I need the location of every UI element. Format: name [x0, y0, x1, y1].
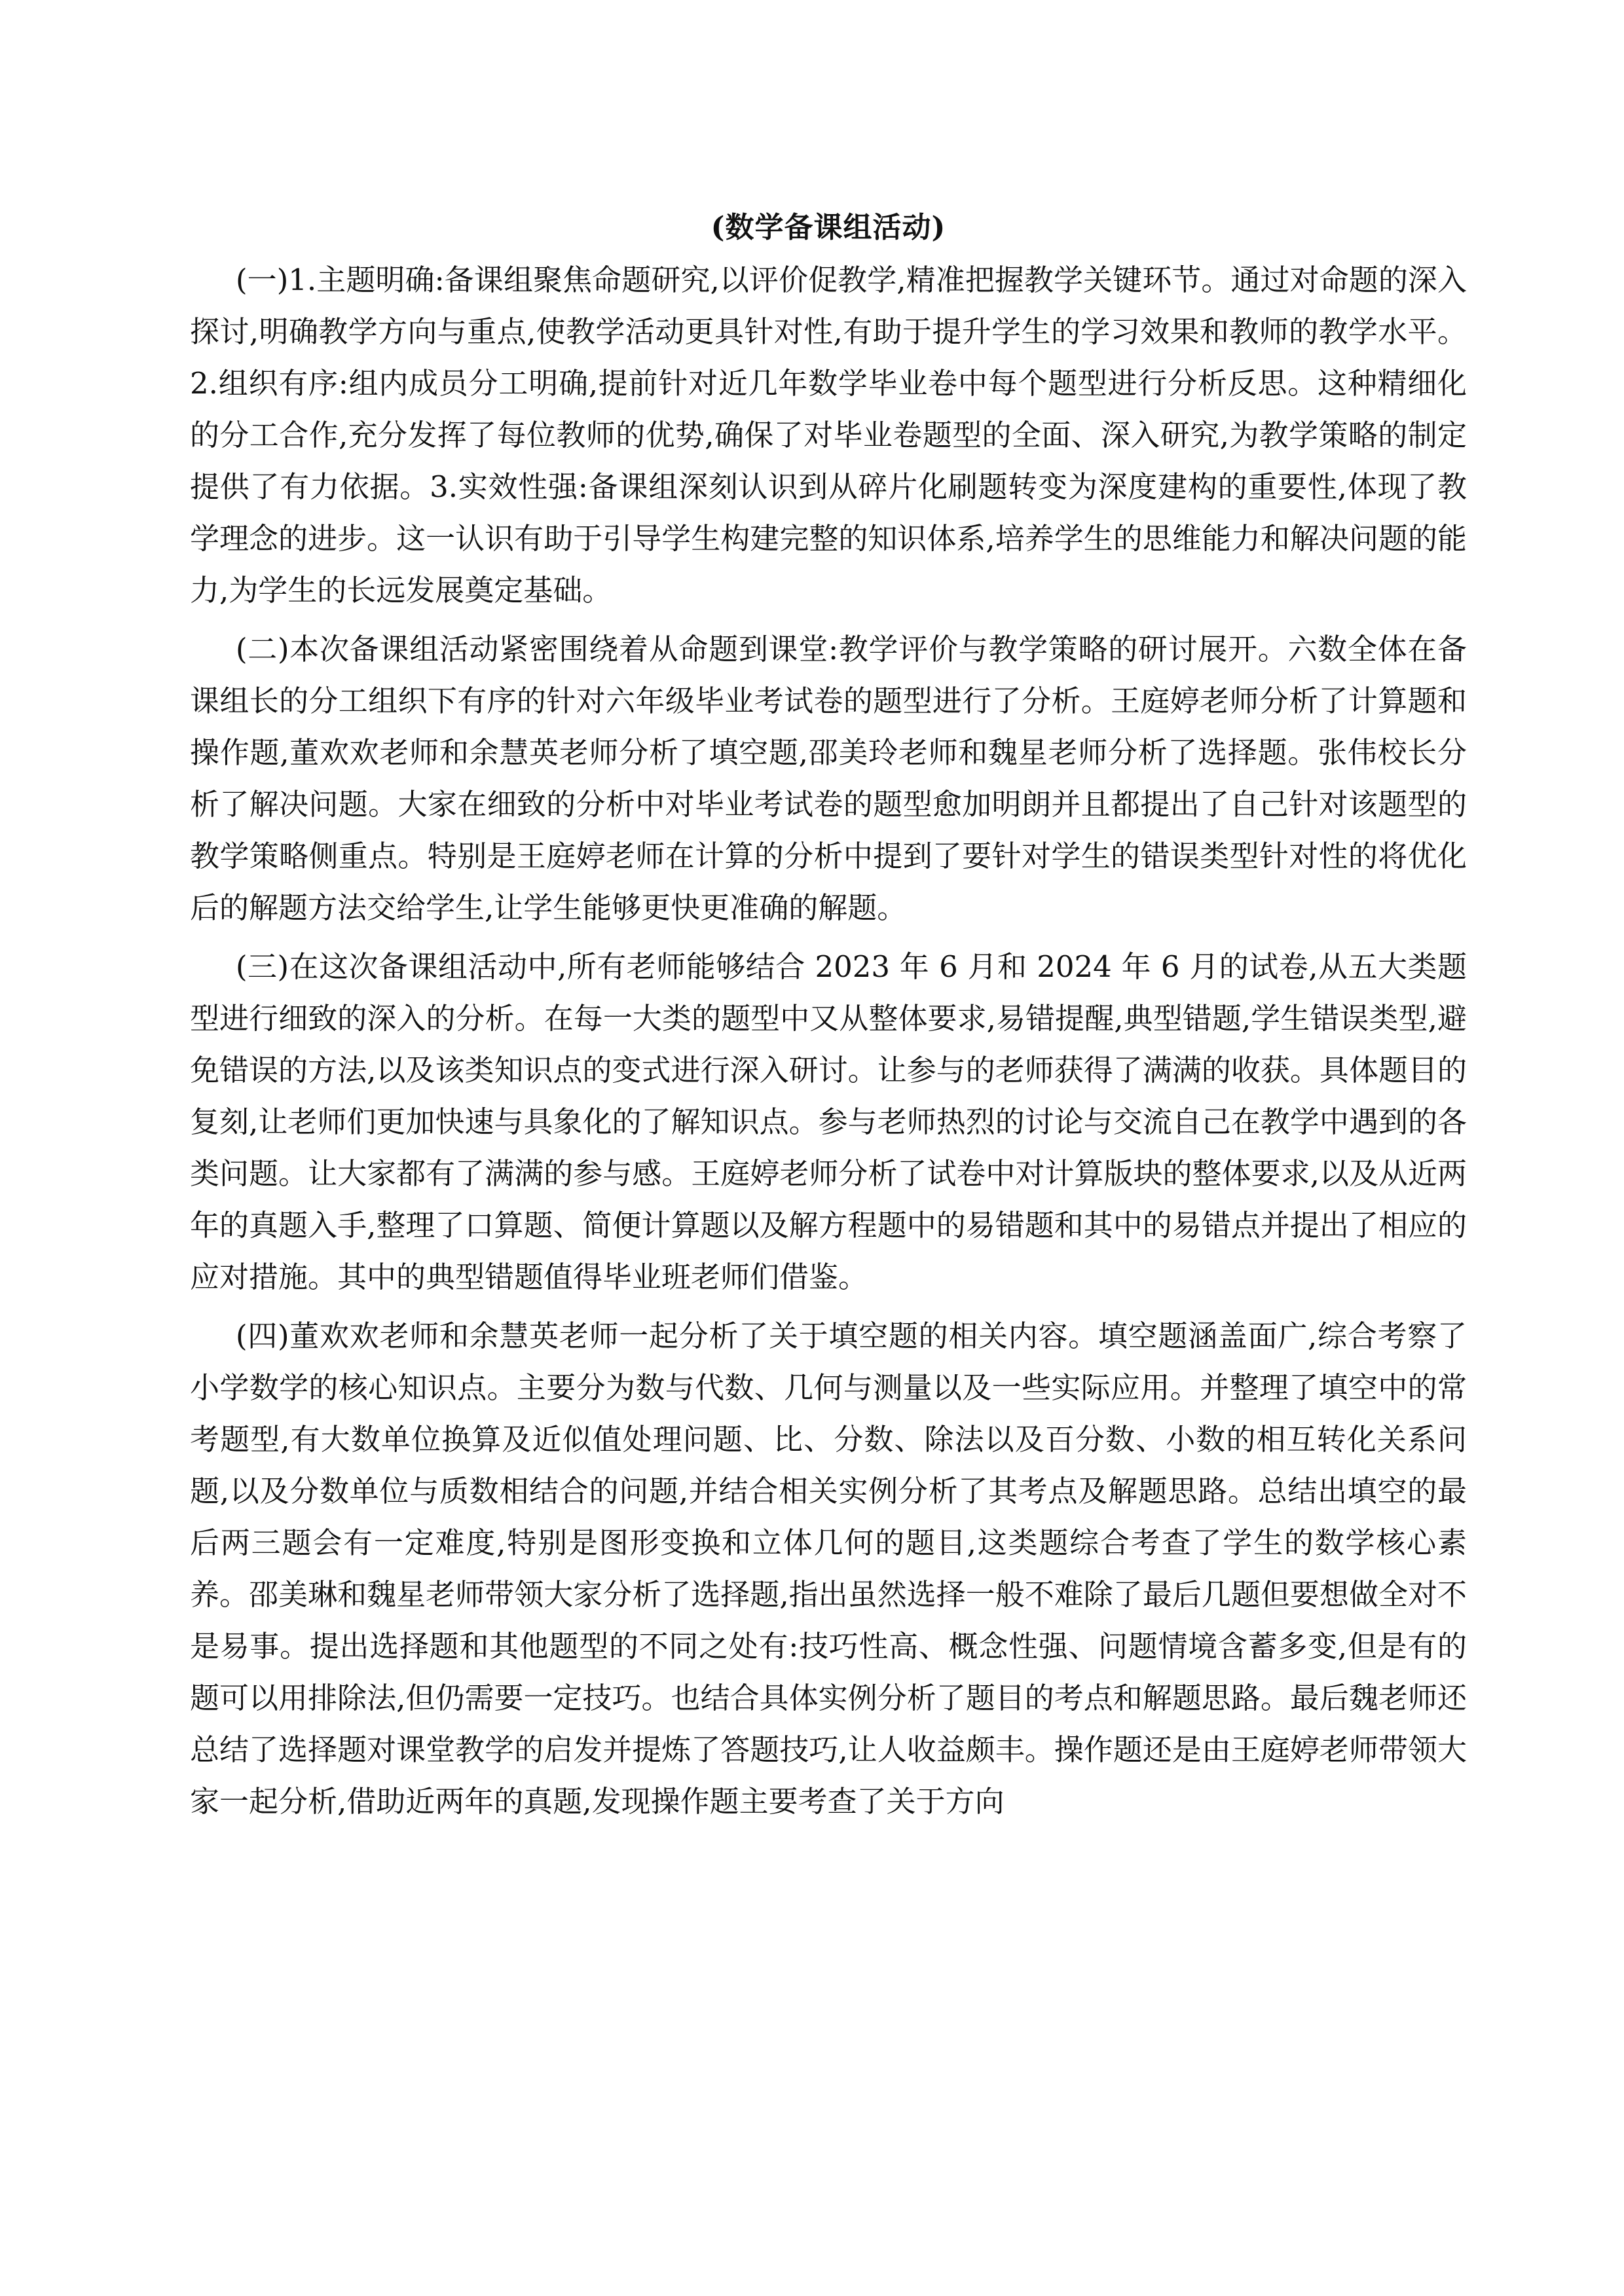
paragraph-2: (二)本次备课组活动紧密围绕着从命题到课堂:教学评价与教学策略的研讨展开。六数全体在备课组长的分工组织下有序的针对六年级毕业考试卷的题型进行了分析。王庭婷老师分析了计算题和操作题,董欢欢老师和余慧英老师分析了填空题,邵美玲老师和魏星老师分析了选择题。张伟校长分析了解决问题。大家在细致的分析中对毕业考试卷的题型愈加明朗并且都提出了自己针对该题型的教学策略侧重点。特别是王庭婷老师在计算的分析中提到了要针对学生的错误类型针对性的将优化后的解题方法交给学生,让学生能够更快更准确的解题。 — [190, 632, 1467, 925]
document-page — [190, 208, 1467, 1834]
document-title: (数学备课组活动) — [710, 211, 946, 244]
paragraph-1: (一)1.主题明确:备课组聚焦命题研究,以评价促教学,精准把握教学关键环节。通过对命题的深入探讨,明确教学方向与重点,使教学活动更具针对性,有助于提升学生的学习效果和教师的教学水平。2.组织有序:组内成员分工明确,提前针对近几年数学毕业卷中每个题型进行分析反思。这种精细化的分工合作,充分发挥了每位教师的优势,确保了对毕业卷题型的全面、深入研究,为教学策略的制定提供了有力依据。3.实效性强:备课组深刻认识到从碎片化刷题转变为深度建构的重要性,体现了教学理念的进步。这一认识有助于引导学生构建完整的知识体系,培养学生的思维能力和解决问题的能力,为学生的长远发展奠定基础。 — [190, 263, 1467, 608]
paragraph-3: (三)在这次备课组活动中,所有老师能够结合 2023 年 6 月和 2024 年 6 月的试卷,从五大类题型进行细致的深入的分析。在每一大类的题型中又从整体要求,易错提醒,典型错题,学生错误类型,避免错误的方法,以及该类知识点的变式进行深入研讨。让参与的老师获得了满满的收获。具体题目的复刻,让老师们更加快速与具象化的了解知识点。参与老师热烈的讨论与交流自己在教学中遇到的各类问题。让大家都有了满满的参与感。王庭婷老师分析了试卷中对计算版块的整体要求,以及从近两年的真题入手,整理了口算题、简便计算题以及解方程题中的易错题和其中的易错点并提出了相应的应对措施。其中的典型错题值得毕业班老师们借鉴。 — [190, 949, 1467, 1294]
paragraph-4: (四)董欢欢老师和余慧英老师一起分析了关于填空题的相关内容。填空题涵盖面广,综合考察了小学数学的核心知识点。主要分为数与代数、几何与测量以及一些实际应用。并整理了填空中的常考题型,有大数单位换算及近似值处理问题、比、分数、除法以及百分数、小数的相互转化关系问题,以及分数单位与质数相结合的问题,并结合相关实例分析了其考点及解题思路。总结出填空的最后两三题会有一定难度,特别是图形变换和立体几何的题目,这类题综合考查了学生的数学核心素养。邵美琳和魏星老师带领大家分析了选择题,指出虽然选择一般不难除了最后几题但要想做全对不是易事。提出选择题和其他题型的不同之处有:技巧性高、概念性强、问题情境含蓄多变,但是有的题可以用排除法,但仍需要一定技巧。也结合具体实例分析了题目的考点和解题思路。最后魏老师还总结了选择题对课堂教学的启发并提炼了答题技巧,让人收益颇丰。操作题还是由王庭婷老师带领大家一起分析,借助近两年的真题,发现操作题主要考查了关于方向 — [190, 1319, 1467, 1819]
